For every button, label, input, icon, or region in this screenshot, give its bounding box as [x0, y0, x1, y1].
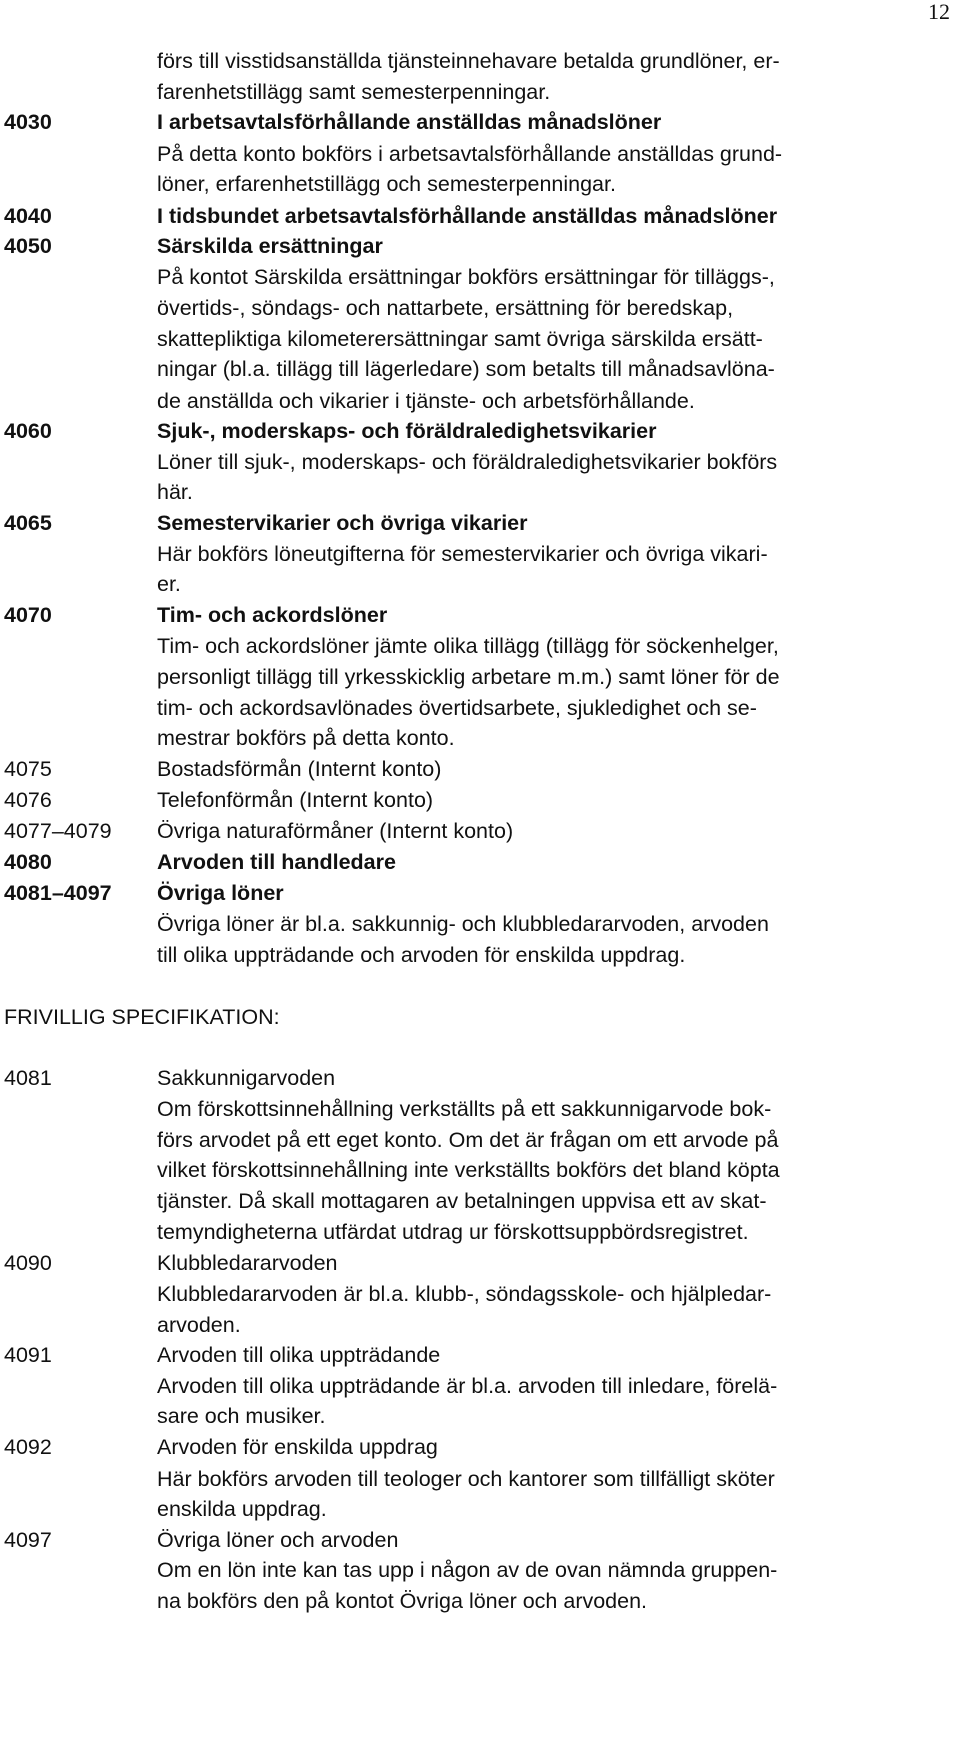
document-line: [0, 200, 960, 232]
document-line: [0, 722, 960, 754]
account-code: 4077–4079: [4, 819, 112, 843]
document-line: [0, 476, 960, 508]
document-line: [0, 415, 960, 447]
document-line: [0, 507, 960, 539]
document-line: [0, 568, 960, 600]
account-code: 4075: [4, 757, 52, 781]
document-line: [0, 385, 960, 417]
account-title: Arvoden till olika uppträdande: [157, 1343, 441, 1367]
description-text: På kontot Särskilda ersättningar bokförs ersättningar för tilläggs-,: [157, 265, 775, 289]
account-code: 4092: [4, 1435, 52, 1459]
document-line: [0, 261, 960, 293]
account-code: 4040: [4, 204, 52, 228]
description-text: mestrar bokförs på detta konto.: [157, 726, 455, 750]
document-line: [0, 1554, 960, 1586]
account-title: Övriga naturaförmåner (Internt konto): [157, 819, 514, 843]
account-title: I tidsbundet arbetsavtalsförhållande anställdas månadslöner: [157, 204, 778, 228]
account-title: Övriga löner och arvoden: [157, 1528, 399, 1552]
document-line: [0, 630, 960, 662]
document-line: [0, 168, 960, 200]
document-line: [0, 753, 960, 785]
document-line: [0, 1524, 960, 1556]
document-line: [0, 323, 960, 355]
account-code: 4050: [4, 234, 52, 258]
account-code: 4097: [4, 1528, 52, 1552]
description-text: På detta konto bokförs i arbetsavtalsförhållande anställdas grund-: [157, 142, 783, 166]
description-text: enskilda uppdrag.: [157, 1497, 327, 1521]
account-code: 4030: [4, 110, 52, 134]
document-line: [0, 692, 960, 724]
account-code: 4080: [4, 850, 52, 874]
description-text: Här bokförs arvoden till teologer och kantorer som tillfälligt sköter: [157, 1467, 775, 1491]
account-title: Arvoden för enskilda uppdrag: [157, 1435, 438, 1459]
document-line: [0, 1463, 960, 1495]
document-line: [0, 353, 960, 385]
account-code: 4081–4097: [4, 881, 112, 905]
document-line: [0, 1278, 960, 1310]
description-text: arvoden.: [157, 1313, 241, 1337]
description-text: vilket förskottsinnehållning inte verkställts bokförs det bland köpta: [157, 1158, 780, 1182]
account-title: Sakkunnigarvoden: [157, 1066, 336, 1090]
description-text: Om en lön inte kan tas upp i någon av de ovan nämnda gruppen-: [157, 1558, 778, 1582]
document-line: [0, 661, 960, 693]
description-text: skattepliktiga kilometerersättningar samt övriga särskilda ersätt-: [157, 327, 763, 351]
account-code: 4070: [4, 603, 52, 627]
page-number: 12: [928, 0, 950, 24]
account-code: 4060: [4, 419, 52, 443]
description-text: Övriga löner är bl.a. sakkunnig- och klubbledararvoden, arvoden: [157, 912, 769, 936]
section-heading: FRIVILLIG SPECIFIKATION:: [4, 1005, 280, 1029]
description-text: Löner till sjuk-, moderskaps- och föräldraledighetsvikarier bokförs: [157, 450, 778, 474]
description-text: här.: [157, 480, 193, 504]
account-title: Semestervikarier och övriga vikarier: [157, 511, 528, 535]
description-text: ningar (bl.a. tillägg till lägerledare) som betalts till månadsavlöna-: [157, 357, 775, 381]
description-text: personligt tillägg till yrkesskicklig arbetare m.m.) samt löner för de: [157, 665, 780, 689]
document-line: [0, 1309, 960, 1341]
document-line: [0, 1370, 960, 1402]
document-line: [0, 138, 960, 170]
document-line: [0, 1339, 960, 1371]
description-text: temyndigheterna utfärdat utdrag ur förskottsuppbördsregistret.: [157, 1220, 749, 1244]
document-line: [0, 230, 960, 262]
document-line: [0, 815, 960, 847]
account-title: Övriga löner: [157, 881, 284, 905]
document-line: [0, 538, 960, 570]
description-text: Här bokförs löneutgifterna för semestervikarier och övriga vikari-: [157, 542, 768, 566]
document-line: [0, 446, 960, 478]
document-line: [0, 1247, 960, 1279]
account-title: Särskilda ersättningar: [157, 234, 383, 258]
description-text: tim- och ackordsavlönades övertidsarbete, sjukledighet och se-: [157, 696, 757, 720]
description-text: Arvoden till olika uppträdande är bl.a. arvoden till inledare, förelä-: [157, 1374, 778, 1398]
document-line: [0, 846, 960, 878]
description-text: farenhetstillägg samt semesterpenningar.: [157, 80, 551, 104]
account-title: Arvoden till handledare: [157, 850, 396, 874]
description-text: förs arvodet på ett eget konto. Om det är frågan om ett arvode på: [157, 1128, 779, 1152]
account-code: 4081: [4, 1066, 52, 1090]
document-line: [0, 877, 960, 909]
account-code: 4090: [4, 1251, 52, 1275]
account-code: 4076: [4, 788, 52, 812]
account-title: Telefonförmån (Internt konto): [157, 788, 434, 812]
description-text: tjänster. Då skall mottagaren av betalningen uppvisa ett av skat-: [157, 1189, 767, 1213]
document-line: [0, 1093, 960, 1125]
description-text: de anställda och vikarier i tjänste- och arbetsförhållande.: [157, 389, 695, 413]
account-code: 4065: [4, 511, 52, 535]
section-heading-line: [0, 1001, 960, 1033]
account-title: Bostadsförmån (Internt konto): [157, 757, 442, 781]
description-text: förs till visstidsanställda tjänsteinnehavare betalda grundlöner, er-: [157, 49, 780, 73]
document-line: [0, 1400, 960, 1432]
document-line: [0, 939, 960, 971]
account-title: Sjuk-, moderskaps- och föräldraledighetsvikarier: [157, 419, 657, 443]
account-code: 4091: [4, 1343, 52, 1367]
description-text: er.: [157, 572, 181, 596]
account-title: I arbetsavtalsförhållande anställdas månadslöner: [157, 110, 662, 134]
document-line: [0, 599, 960, 631]
document-line: [0, 908, 960, 940]
document-line: [0, 1216, 960, 1248]
document-line: [0, 106, 960, 138]
document-line: [0, 76, 960, 108]
description-text: till olika uppträdande och arvoden för enskilda uppdrag.: [157, 943, 686, 967]
document-line: [0, 1062, 960, 1094]
document-line: [0, 1124, 960, 1156]
document-line: [0, 45, 960, 77]
document-line: [0, 1493, 960, 1525]
document-line: [0, 784, 960, 816]
document-line: [0, 1431, 960, 1463]
description-text: Om förskottsinnehållning verkställts på ett sakkunnigarvode bok-: [157, 1097, 772, 1121]
document-line: [0, 292, 960, 324]
account-title: Klubbledararvoden: [157, 1251, 338, 1275]
description-text: löner, erfarenhetstillägg och semesterpenningar.: [157, 172, 616, 196]
description-text: Klubbledararvoden är bl.a. klubb-, söndagsskole- och hjälpledar-: [157, 1282, 772, 1306]
document-line: [0, 1585, 960, 1617]
document-line: [0, 1185, 960, 1217]
description-text: sare och musiker.: [157, 1404, 326, 1428]
document-line: [0, 1154, 960, 1186]
account-title: Tim- och ackordslöner: [157, 603, 388, 627]
description-text: Tim- och ackordslöner jämte olika tillägg (tillägg för söckenhelger,: [157, 634, 779, 658]
description-text: övertids-, söndags- och nattarbete, ersättning för beredskap,: [157, 296, 734, 320]
description-text: na bokförs den på kontot Övriga löner och arvoden.: [157, 1589, 648, 1613]
